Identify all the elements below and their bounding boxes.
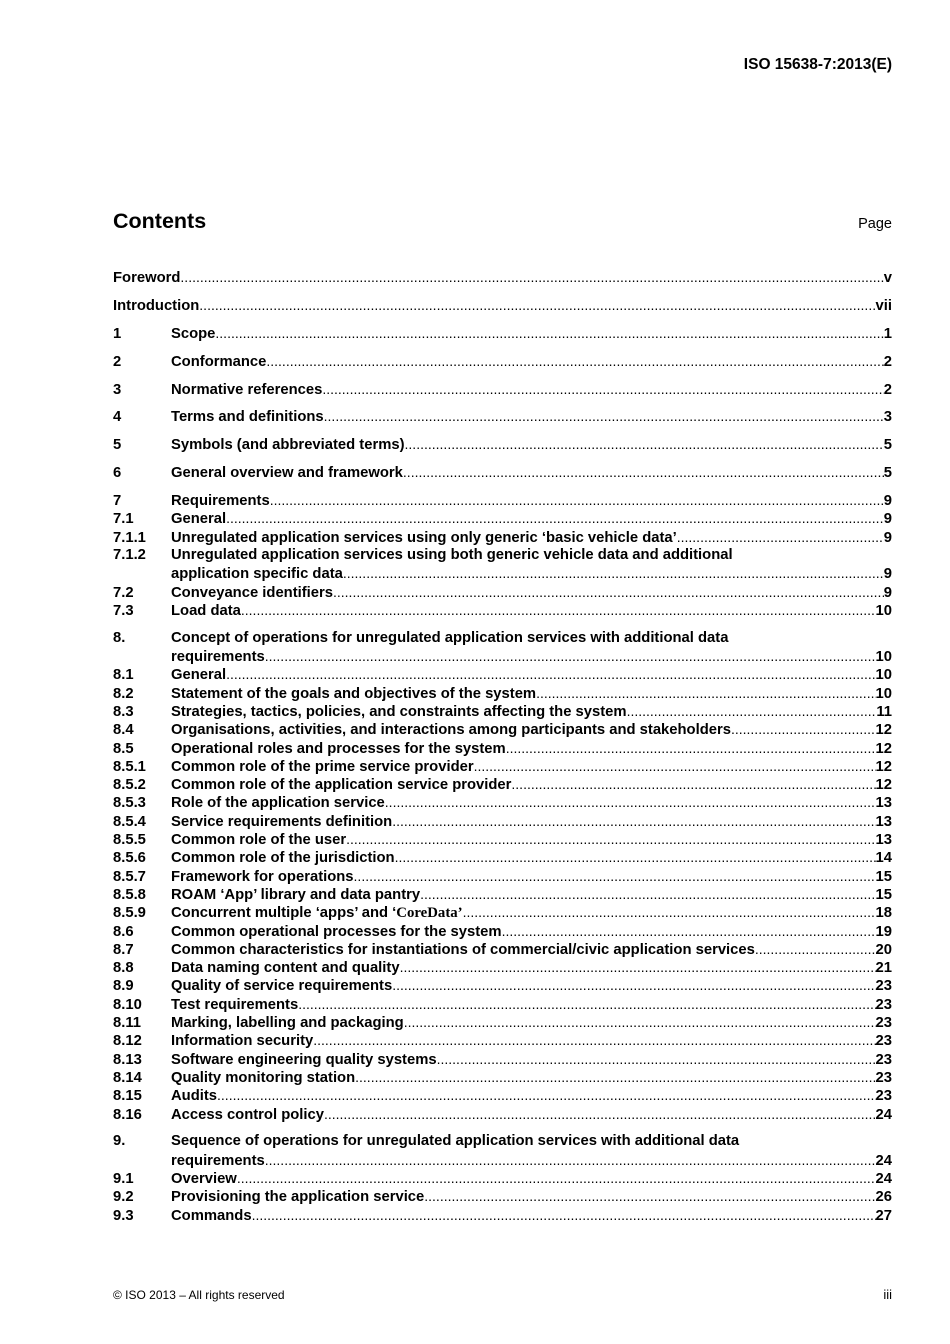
- toc-entry-number: 8.2: [113, 685, 134, 702]
- toc-entry-number: 8.16: [113, 1106, 142, 1123]
- toc-entry[interactable]: [113, 903, 892, 921]
- toc-entry-title-text: Load data: [171, 602, 241, 619]
- toc-entry[interactable]: [113, 1151, 892, 1169]
- toc-entry[interactable]: [113, 1169, 892, 1187]
- toc-entry-title: [171, 904, 463, 922]
- toc-entry-number: 8.6: [113, 923, 134, 940]
- toc-entry-number: 7.1: [113, 511, 134, 528]
- toc-leader-dots: [420, 885, 875, 903]
- toc-entry-title-text: Quality of service requirements: [171, 978, 393, 995]
- toc-entry-page: 13: [875, 832, 892, 849]
- toc-entry-number: 9.: [113, 1133, 126, 1150]
- toc-entry-number: 8.5.4: [113, 813, 146, 830]
- toc-entry-page: 2: [883, 381, 892, 398]
- toc-leader-dots: [404, 1013, 876, 1031]
- toc-entry[interactable]: [113, 1187, 892, 1205]
- toc-entry-number: 1: [113, 325, 122, 342]
- toc-leader-dots: [355, 1068, 875, 1086]
- toc-entry-number: 9.2: [113, 1189, 134, 1206]
- toc-entry-page: 15: [875, 886, 892, 903]
- toc-entry-title-text: application specific data: [171, 566, 343, 583]
- toc-entry-title: [171, 1032, 313, 1050]
- toc-entry[interactable]: [113, 629, 892, 647]
- toc-entry-number: 8.13: [113, 1051, 142, 1068]
- toc-entry[interactable]: [113, 1068, 892, 1086]
- toc-entry-page: 12: [875, 777, 892, 794]
- toc-entry-title-text: Access control policy: [171, 1106, 324, 1123]
- toc-entry-title-text: Data naming content and quality: [171, 960, 400, 977]
- toc-entry-number: 8.5.8: [113, 886, 146, 903]
- toc-leader-dots: [226, 665, 875, 683]
- toc-entry-title-text: Overview: [171, 1171, 237, 1187]
- toc-entry-number: 3: [113, 381, 122, 398]
- toc-entry-title-text: Concurrent multiple ‘apps’ and ‘: [171, 905, 397, 922]
- toc-entry-title-text: Common role of the prime service provider: [171, 758, 474, 775]
- toc-entry[interactable]: [113, 1105, 892, 1123]
- toc-entry[interactable]: [113, 1050, 892, 1068]
- toc-entry-title: [171, 546, 733, 564]
- toc-entry-title-text: ROAM ‘App’ library and data pantry: [171, 886, 421, 903]
- toc-entry-page: 21: [875, 960, 892, 977]
- toc-entry-number: 7.2: [113, 584, 134, 601]
- toc-leader-dots: [226, 509, 884, 527]
- toc-entry[interactable]: [113, 720, 892, 738]
- toc-entry-title-text: Strategies, tactics, policies, and constraints affecting the system: [171, 703, 627, 720]
- toc-leader-dots: [333, 583, 884, 601]
- toc-entry-title: [171, 1207, 252, 1225]
- toc-entry[interactable]: [113, 1206, 892, 1224]
- toc-entry-page: 19: [875, 923, 892, 940]
- toc-entry[interactable]: [113, 830, 892, 848]
- toc-entry-page: 9: [883, 493, 892, 510]
- toc-entry-page: 9: [883, 511, 892, 528]
- toc-entry-title: [171, 740, 506, 758]
- toc-leader-dots: [180, 268, 883, 286]
- toc-entry-title: [171, 529, 677, 547]
- toc-entry-title-text: Unregulated application services using both generic vehicle data and additional: [171, 547, 733, 564]
- toc-entry-page: 12: [875, 740, 892, 757]
- toc-entry-title-text: Marking, labelling and packaging: [171, 1015, 404, 1032]
- toc-entry[interactable]: [113, 684, 892, 702]
- toc-leader-dots: [298, 995, 875, 1013]
- toc-entry-page: 10: [875, 667, 892, 684]
- toc-leader-dots: [270, 491, 884, 509]
- toc-leader-dots: [265, 647, 876, 665]
- toc-leader-dots: [474, 757, 876, 775]
- toc-leader-dots: [266, 352, 883, 370]
- toc-entry[interactable]: [113, 867, 892, 885]
- toc-entry-title: [171, 1152, 265, 1170]
- toc-entry-page: 20: [875, 941, 892, 958]
- toc-entry-page: 9: [883, 584, 892, 601]
- toc-entry-title-text: Quality monitoring station: [171, 1069, 356, 1086]
- toc-entry-page: 12: [875, 722, 892, 739]
- toc-entry[interactable]: [113, 324, 892, 342]
- toc-leader-dots: [731, 720, 876, 738]
- toc-entry-number: 9.1: [113, 1171, 134, 1187]
- toc-entry[interactable]: [113, 995, 892, 1013]
- toc-entry-page: 27: [875, 1207, 892, 1224]
- toc-entry-title: [171, 868, 354, 886]
- toc-entry-page: 5: [883, 437, 892, 454]
- toc-entry-number: 9.3: [113, 1207, 134, 1224]
- toc-entry-title: [171, 996, 298, 1014]
- toc-entry-title-text: Service requirements definition: [171, 813, 393, 830]
- toc-entry-number: 8.5.5: [113, 832, 146, 849]
- toc-entry-number: 8.1: [113, 667, 134, 684]
- toc-entry-number: 8.15: [113, 1088, 142, 1105]
- toc-leader-dots: [424, 1187, 875, 1205]
- toc-entry-title: [171, 813, 392, 831]
- toc-entry-title-text: Common operational processes for the system: [171, 923, 502, 940]
- toc-entry-title-text: Common role of the application service provider: [171, 777, 512, 794]
- toc-entry[interactable]: [113, 509, 892, 527]
- toc-entry-title: [171, 353, 266, 371]
- toc-entry[interactable]: [113, 583, 892, 601]
- toc-entry-title: [171, 977, 392, 995]
- toc-entry-title: [171, 602, 241, 620]
- toc-entry-number: 8.14: [113, 1069, 142, 1086]
- toc-entry-title-text: Provisioning the application service: [171, 1189, 425, 1206]
- page-number: iii: [883, 1287, 892, 1302]
- toc-entry-title-text: requirements: [171, 649, 265, 666]
- toc-entry-number: 6: [113, 465, 122, 482]
- toc-leader-dots: [215, 324, 883, 342]
- toc-leader-dots: [403, 463, 884, 481]
- toc-leader-dots: [437, 1050, 876, 1068]
- toc-entry-title: [171, 1014, 404, 1032]
- toc-entry-title-text: requirements: [171, 1152, 265, 1169]
- toc-entry-number: 8.7: [113, 941, 134, 958]
- toc-entry[interactable]: [113, 601, 892, 619]
- toc-entry-title: [171, 703, 627, 721]
- toc-entry-page: 10: [875, 602, 892, 619]
- toc-entry-title-text: Framework for operations: [171, 868, 354, 885]
- toc-entry-title: [171, 584, 333, 602]
- toc-leader-dots: [313, 1031, 875, 1049]
- toc-entry[interactable]: [113, 922, 892, 940]
- toc-entry-page: 13: [875, 795, 892, 812]
- toc-entry-title-text: Requirements: [171, 493, 270, 510]
- toc-entry-page: 10: [875, 685, 892, 702]
- toc-entry-page: 14: [875, 850, 892, 867]
- toc-leader-dots: [237, 1169, 876, 1187]
- toc-leader-dots: [346, 830, 875, 848]
- toc-entry-number: 7: [113, 493, 122, 510]
- toc-leader-dots: [265, 1151, 876, 1169]
- toc-entry-title-text: Scope: [171, 325, 216, 342]
- toc-entry-title-text: Terms and definitions: [171, 409, 324, 426]
- copyright-notice: © ISO 2013 – All rights reserved: [113, 1288, 285, 1302]
- toc-leader-dots: [506, 739, 876, 757]
- toc-entry-title: [171, 629, 728, 647]
- toc-entry[interactable]: [113, 352, 892, 370]
- toc-entry-title-text: General overview and framework: [171, 465, 403, 482]
- toc-leader-dots: [395, 848, 876, 866]
- table-of-contents: [113, 268, 892, 1224]
- toc-entry-title-text: Conveyance identifiers: [171, 584, 333, 601]
- toc-entry-title-text: Sequence of operations for unregulated application services with additional data: [171, 1133, 740, 1150]
- toc-entry-number: 8.5: [113, 740, 134, 757]
- toc-leader-dots: [463, 903, 876, 921]
- toc-entry[interactable]: [113, 296, 892, 314]
- toc-entry-number: 8.10: [113, 996, 142, 1013]
- toc-entry[interactable]: [113, 1086, 892, 1104]
- toc-entry-number: 8.: [113, 629, 126, 646]
- toc-entry-title: [171, 831, 346, 849]
- toc-entry-page: 18: [875, 905, 892, 922]
- toc-entry-title-serif: CoreData’: [396, 905, 463, 922]
- toc-entry-title: [171, 1132, 739, 1150]
- toc-entry-title: [171, 1069, 355, 1087]
- toc-leader-dots: [343, 564, 884, 582]
- toc-leader-dots: [385, 793, 876, 811]
- toc-leader-dots: [241, 601, 876, 619]
- toc-entry-number: 7.1.2: [113, 547, 146, 564]
- toc-entry-page: 10: [875, 649, 892, 666]
- toc-entry-title: [171, 886, 420, 904]
- toc-entry-page: 9: [883, 529, 892, 546]
- toc-leader-dots: [324, 1105, 876, 1123]
- toc-entry-title-text: General: [171, 667, 227, 684]
- toc-entry-page: 3: [883, 409, 892, 426]
- toc-leader-dots: [354, 867, 876, 885]
- toc-entry-title: [171, 648, 265, 666]
- toc-entry-title-text: Symbols (and abbreviated terms): [171, 437, 405, 454]
- toc-entry-page: 13: [875, 813, 892, 830]
- page-column-label: Page: [858, 216, 892, 232]
- toc-leader-dots: [217, 1086, 876, 1104]
- toc-entry[interactable]: [113, 463, 892, 481]
- toc-entry[interactable]: [113, 1013, 892, 1031]
- toc-entry-title: [171, 959, 400, 977]
- toc-entry[interactable]: [113, 793, 892, 811]
- toc-entry[interactable]: [113, 702, 892, 720]
- toc-entry-title: [171, 1051, 437, 1069]
- toc-entry-title: [171, 408, 324, 426]
- toc-entry-page: 5: [883, 465, 892, 482]
- toc-entry-title-text: Conformance: [171, 353, 267, 370]
- toc-entry-number: 8.12: [113, 1033, 142, 1050]
- toc-entry-number: 8.5.3: [113, 795, 146, 812]
- toc-entry[interactable]: [113, 564, 892, 582]
- toc-entry[interactable]: [113, 407, 892, 425]
- toc-entry-title: [171, 666, 226, 684]
- toc-entry-title-text: Test requirements: [171, 996, 299, 1013]
- toc-entry[interactable]: [113, 958, 892, 976]
- toc-entry-title: [171, 1188, 424, 1206]
- toc-entry[interactable]: [113, 848, 892, 866]
- toc-entry-title-text: Information security: [171, 1033, 314, 1050]
- toc-entry-page: 23: [875, 1033, 892, 1050]
- toc-entry-title: [171, 685, 536, 703]
- toc-entry[interactable]: [113, 647, 892, 665]
- toc-entry-page: 23: [875, 1051, 892, 1068]
- toc-entry-page: 23: [875, 1015, 892, 1032]
- document-id: ISO 15638-7:2013(E): [743, 56, 892, 73]
- toc-leader-dots: [252, 1206, 876, 1224]
- toc-entry-number: 8.5.7: [113, 868, 146, 885]
- toc-entry-page: 15: [875, 868, 892, 885]
- toc-entry-number: 4: [113, 409, 122, 426]
- toc-entry-number: 8.9: [113, 978, 134, 995]
- toc-entry-title-text: Foreword: [113, 270, 181, 286]
- toc-leader-dots: [511, 775, 875, 793]
- toc-entry-page: 23: [875, 996, 892, 1013]
- toc-entry-title: [171, 464, 403, 482]
- toc-entry-title: [171, 941, 755, 959]
- toc-entry-number: 5: [113, 437, 122, 454]
- toc-entry[interactable]: [113, 739, 892, 757]
- toc-entry-page: v: [883, 270, 892, 286]
- toc-entry-title-text: General: [171, 511, 227, 528]
- toc-entry-number: 8.5.1: [113, 758, 146, 775]
- toc-entry-number: 7.1.1: [113, 529, 146, 546]
- toc-entry-title-text: Commands: [171, 1207, 252, 1224]
- toc-entry-title: [171, 565, 343, 583]
- toc-entry-page: 2: [883, 353, 892, 370]
- toc-entry-title-text: Audits: [171, 1088, 218, 1105]
- toc-entry[interactable]: [113, 940, 892, 958]
- toc-entry-title: [113, 297, 199, 315]
- toc-entry-title-text: Common characteristics for instantiations of commercial/civic application services: [171, 941, 755, 958]
- contents-title: Contents: [113, 209, 207, 233]
- toc-entry-title: [171, 849, 395, 867]
- toc-entry-page: 24: [875, 1152, 892, 1169]
- toc-entry-page: 1: [883, 325, 892, 342]
- toc-entry-title: [171, 794, 385, 812]
- toc-entry-title: [171, 1087, 217, 1105]
- toc-leader-dots: [536, 684, 875, 702]
- toc-entry[interactable]: [113, 491, 892, 509]
- toc-entry-page: 23: [875, 978, 892, 995]
- toc-entry-title-text: Common role of the jurisdiction: [171, 850, 395, 867]
- toc-entry[interactable]: [113, 775, 892, 793]
- toc-entry-number: 8.5.2: [113, 777, 146, 794]
- toc-entry[interactable]: [113, 885, 892, 903]
- toc-entry[interactable]: [113, 528, 892, 546]
- toc-entry-title-text: Concept of operations for unregulated application services with additional data: [171, 629, 729, 646]
- toc-entry-title-text: Software engineering quality systems: [171, 1051, 437, 1068]
- toc-entry-number: 2: [113, 353, 122, 370]
- toc-entry-page: 24: [875, 1171, 892, 1187]
- toc-entry-title-text: Unregulated application services using only generic ‘basic vehicle data’: [171, 529, 677, 546]
- toc-leader-dots: [392, 976, 875, 994]
- toc-entry-number: 8.3: [113, 703, 134, 720]
- toc-entry-title: [171, 492, 270, 510]
- toc-entry[interactable]: [113, 380, 892, 398]
- toc-entry-title: [171, 436, 405, 454]
- toc-entry-number: 8.5.9: [113, 905, 146, 922]
- toc-entry-page: 24: [875, 1106, 892, 1123]
- toc-leader-dots: [400, 958, 876, 976]
- toc-leader-dots: [755, 940, 876, 958]
- toc-entry-page: 23: [875, 1088, 892, 1105]
- toc-entry-page: 9: [883, 566, 892, 583]
- toc-leader-dots: [677, 528, 884, 546]
- toc-entry-page: 11: [876, 703, 892, 720]
- toc-entry-title-text: Operational roles and processes for the system: [171, 740, 506, 757]
- toc-leader-dots: [405, 435, 884, 453]
- toc-entry-title-text: Common role of the user: [171, 832, 347, 849]
- toc-entry-title-text: Introduction: [113, 297, 200, 314]
- toc-entry[interactable]: [113, 435, 892, 453]
- toc-entry-number: 7.3: [113, 602, 134, 619]
- toc-entry-title: [171, 1106, 324, 1124]
- toc-entry-title-text: Role of the application service: [171, 795, 385, 812]
- toc-entry[interactable]: [113, 268, 892, 286]
- toc-entry-title: [171, 721, 731, 739]
- toc-leader-dots: [324, 407, 884, 425]
- toc-entry-number: 8.5.6: [113, 850, 146, 867]
- toc-entry-number: 8.4: [113, 722, 134, 739]
- toc-entry-page: 23: [875, 1069, 892, 1086]
- toc-entry-title: [171, 758, 474, 776]
- toc-entry[interactable]: [113, 546, 892, 564]
- toc-leader-dots: [322, 380, 883, 398]
- toc-entry[interactable]: [113, 976, 892, 994]
- toc-leader-dots: [392, 812, 875, 830]
- toc-leader-dots: [199, 296, 875, 314]
- toc-entry-title: [171, 776, 511, 794]
- toc-entry[interactable]: [113, 665, 892, 683]
- toc-entry[interactable]: [113, 1031, 892, 1049]
- toc-entry-title: [171, 325, 215, 343]
- toc-entry-title: [171, 1170, 237, 1188]
- toc-entry-page: vii: [875, 297, 892, 314]
- toc-entry[interactable]: [113, 757, 892, 775]
- toc-entry-number: 8.11: [113, 1015, 141, 1032]
- toc-entry-page: 26: [875, 1189, 892, 1206]
- toc-entry-page: 12: [875, 758, 892, 775]
- toc-entry-title-text: Normative references: [171, 381, 323, 398]
- toc-entry-title: [171, 510, 226, 528]
- toc-entry-title-text: Statement of the goals and objectives of the system: [171, 685, 537, 702]
- toc-entry[interactable]: [113, 812, 892, 830]
- toc-entry-title: [171, 923, 502, 941]
- toc-leader-dots: [627, 702, 877, 720]
- toc-entry-number: 8.8: [113, 960, 134, 977]
- toc-entry[interactable]: [113, 1132, 892, 1150]
- toc-entry-title: [171, 381, 322, 399]
- toc-entry-title: [113, 269, 180, 287]
- toc-entry-title-text: Organisations, activities, and interactions among participants and stakeholders: [171, 722, 731, 739]
- toc-leader-dots: [502, 922, 876, 940]
